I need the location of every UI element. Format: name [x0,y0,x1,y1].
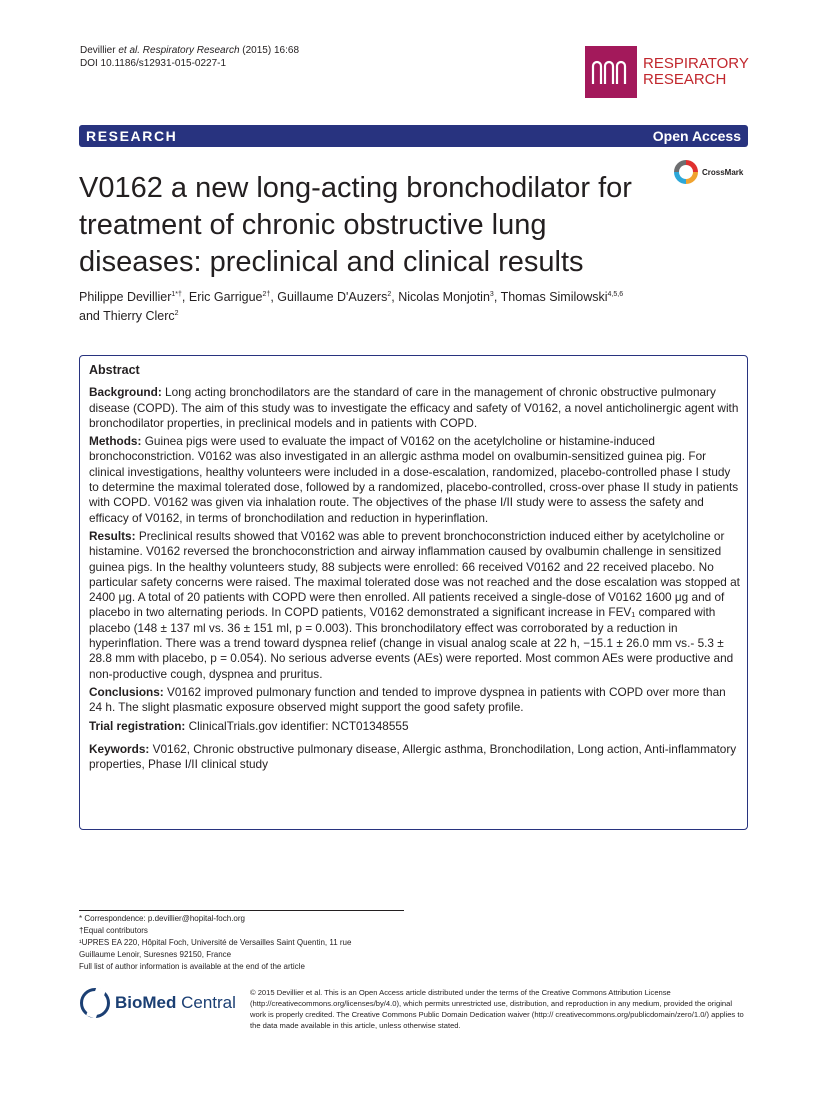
author-affiliation: 1*† [171,290,182,298]
background-label: Background: [89,385,162,400]
citation-line-1 [80,44,299,57]
journal-logo-line-2: RESEARCH [643,71,727,88]
biomed-central-wordmark [115,993,236,1013]
correspondence-note[interactable]: * Correspondence: p.devillier@hopital-foch.org [79,914,245,923]
article-type-label: RESEARCH [86,128,178,144]
trial-label: Trial registration: [89,718,186,733]
publisher-logo-bold: BioMed [115,993,177,1012]
author-name[interactable]: Nicolas Monjotin [398,290,490,304]
abstract-heading: Abstract [89,363,140,377]
author-name[interactable]: Guillaume D'Auzers [277,290,388,304]
author-affiliation: 2 [174,309,179,317]
abstract-trial-registration [89,719,741,734]
author-affiliation: 2† [262,290,271,298]
author-name[interactable]: Thomas Similowski [500,290,608,304]
journal-logo[interactable] [585,46,749,98]
author-name[interactable]: Thierry Clerc [103,309,175,323]
biomed-central-icon [80,988,110,1018]
footnote-divider [79,910,404,911]
abstract-keywords [89,742,741,773]
crossmark-icon [674,160,698,184]
journal-logo-text [643,56,749,88]
citation-journal: Respiratory Research [140,45,240,56]
crossmark-label: CrossMark [702,168,744,177]
crossmark-badge[interactable] [674,160,746,186]
author-list: Philippe Devillier$^{1*\dagger}$, Eric Garrigue$^{2\dagger}$, Guillaume D'Auzers$^2$, Nicolas Monjotin$^3$, Thomas Similowski$^{4,5,6}$ and Thierry Clerc$^2$ [79,290,624,323]
author-affiliation: 4,5,6 [607,290,624,298]
equal-contributors-note: †Equal contributors [79,926,148,935]
citation-volume: (2015) 16:68 [239,45,300,56]
results-label: Results: [89,528,136,543]
author-affiliation: 2 [387,290,392,298]
author-name[interactable]: Eric Garrigue [188,290,263,304]
results-text: Preclinical results showed that V0162 was able to prevent bronchoconstriction induced either by acetylcholine or histamine. V0162 reversed the bronchoconstriction and airway inflammation caused by ovalbumin challenge in sensitized guinea pigs. In the healthy volunteers study, 88 subjects were enrolled: 66 received V0162 and 22 received placebo. No particular safety concerns were raised. The maximal tolerated dose was not reached and the dose escalation was stopped at 2400 μg. A total of 20 patients with COPD were then enrolled. All patients received a single-dose of V0162 1600 μg and of placebo in two alternating periods. In COPD patients, V0162 demonstrated a significant increase in FEV₁ compared with placebo (148 ± 137 ml vs. 36 ± 151 ml, p = 0.003). This bronchodilatory effect was corroborated by a reduction in hyperinflation. There was a trend toward dyspnea relief (change in visual analog scale at 22 h, −15.1 ± 26.0 mm vs.- 5.3 ± 28.8 mm with placebo, p = 0.054). No serious adverse events (AEs) were reported. Most common AEs were productive and non-productive cough, dyspnea and pruritus. [89,528,740,681]
citation-etal: et al. [118,45,141,56]
abstract-box [79,355,748,830]
full-author-info-note: Full list of author information is available at the end of the article [79,962,305,971]
affiliation-line-1: ¹UPRES EA 220, Hôpital Foch, Université de Versailles Saint Quentin, 11 rue [79,938,352,947]
keywords-text: V0162, Chronic obstructive pulmonary disease, Allergic asthma, Bronchodilation, Long action, Anti-inflammatory properties, Phase I/II clinical study [89,741,737,772]
open-access-label: Open Access [652,128,741,144]
abstract-background [89,385,741,431]
methods-label: Methods: [89,434,142,449]
biomed-central-logo[interactable] [80,986,240,1022]
author-affiliation: 3 [489,290,494,298]
journal-logo-icon [585,46,637,98]
methods-text: Guinea pigs were used to evaluate the impact of V0162 on the acetylcholine or histamine-induced bronchoconstriction. V0162 was also investigated in an allergic asthma model on ovalbumin-sensitized guinea pig. For clinical investigations, healthy volunteers were included in a dose-escalation, randomized, placebo-controlled phase I study to determine the maximal tolerated dose, followed by a randomized, placebo-controlled, cross-over phase II study in patients with COPD. V0162 was given via inhalation route. The objectives of the phase I/II study were to assess the safety and efficacy of V0162, in terms of bronchodilation and reduction in hyperinflation. [89,434,739,525]
publisher-logo-regular: Central [176,993,236,1012]
article-title: V0162 a new long-acting bronchodilator for treatment of chronic obstructive lung diseases: preclinical and clinical results [79,172,632,278]
abstract-methods [89,434,741,526]
citation-header [80,44,299,70]
license-statement: © 2015 Devillier et al. This is an Open Access article distributed under the terms of the Creative Commons Attribution License (http://creativecommons.org/licenses/by/4.0), which permits unrestricted use, distribution, and reproduction in any medium, provided the original work is properly credited. The Creative Commons Public Domain Dedication waiver (http:// creativecommons.org/publicdomain/zero/1.0/) applies to the data made available in this article, unless otherwise stated. [250,988,744,1030]
footnotes [79,913,409,973]
abstract-results [89,529,741,682]
conclusions-text: V0162 improved pulmonary function and tended to improve dyspnea in patients with COPD over more than 24 h. The slight plasmatic exposure observed might support the good safety profile. [89,684,726,715]
abstract-conclusions [89,685,741,716]
citation-doi: DOI 10.1186/s12931-015-0227-1 [80,58,227,69]
affiliation-line-2: Guillaume Lenoir, Suresnes 92150, France [79,950,232,959]
journal-logo-line-1: RESPIRATORY [643,55,749,72]
article-type-banner [79,125,748,147]
author-name[interactable]: Philippe Devillier [79,290,172,304]
trial-text[interactable]: ClinicalTrials.gov identifier: NCT01348555 [188,718,409,733]
background-text: Long acting bronchodilators are the standard of care in the management of chronic obstructive pulmonary disease (COPD). The aim of this study was to investigate the efficacy and safety of V0162, a novel anticholinergic agent with bronchodilator properties, in preclinical models and in patients with COPD. [89,385,739,430]
keywords-label: Keywords: [89,741,150,756]
citation-author: Devillier [80,45,119,56]
conclusions-label: Conclusions: [89,684,164,699]
